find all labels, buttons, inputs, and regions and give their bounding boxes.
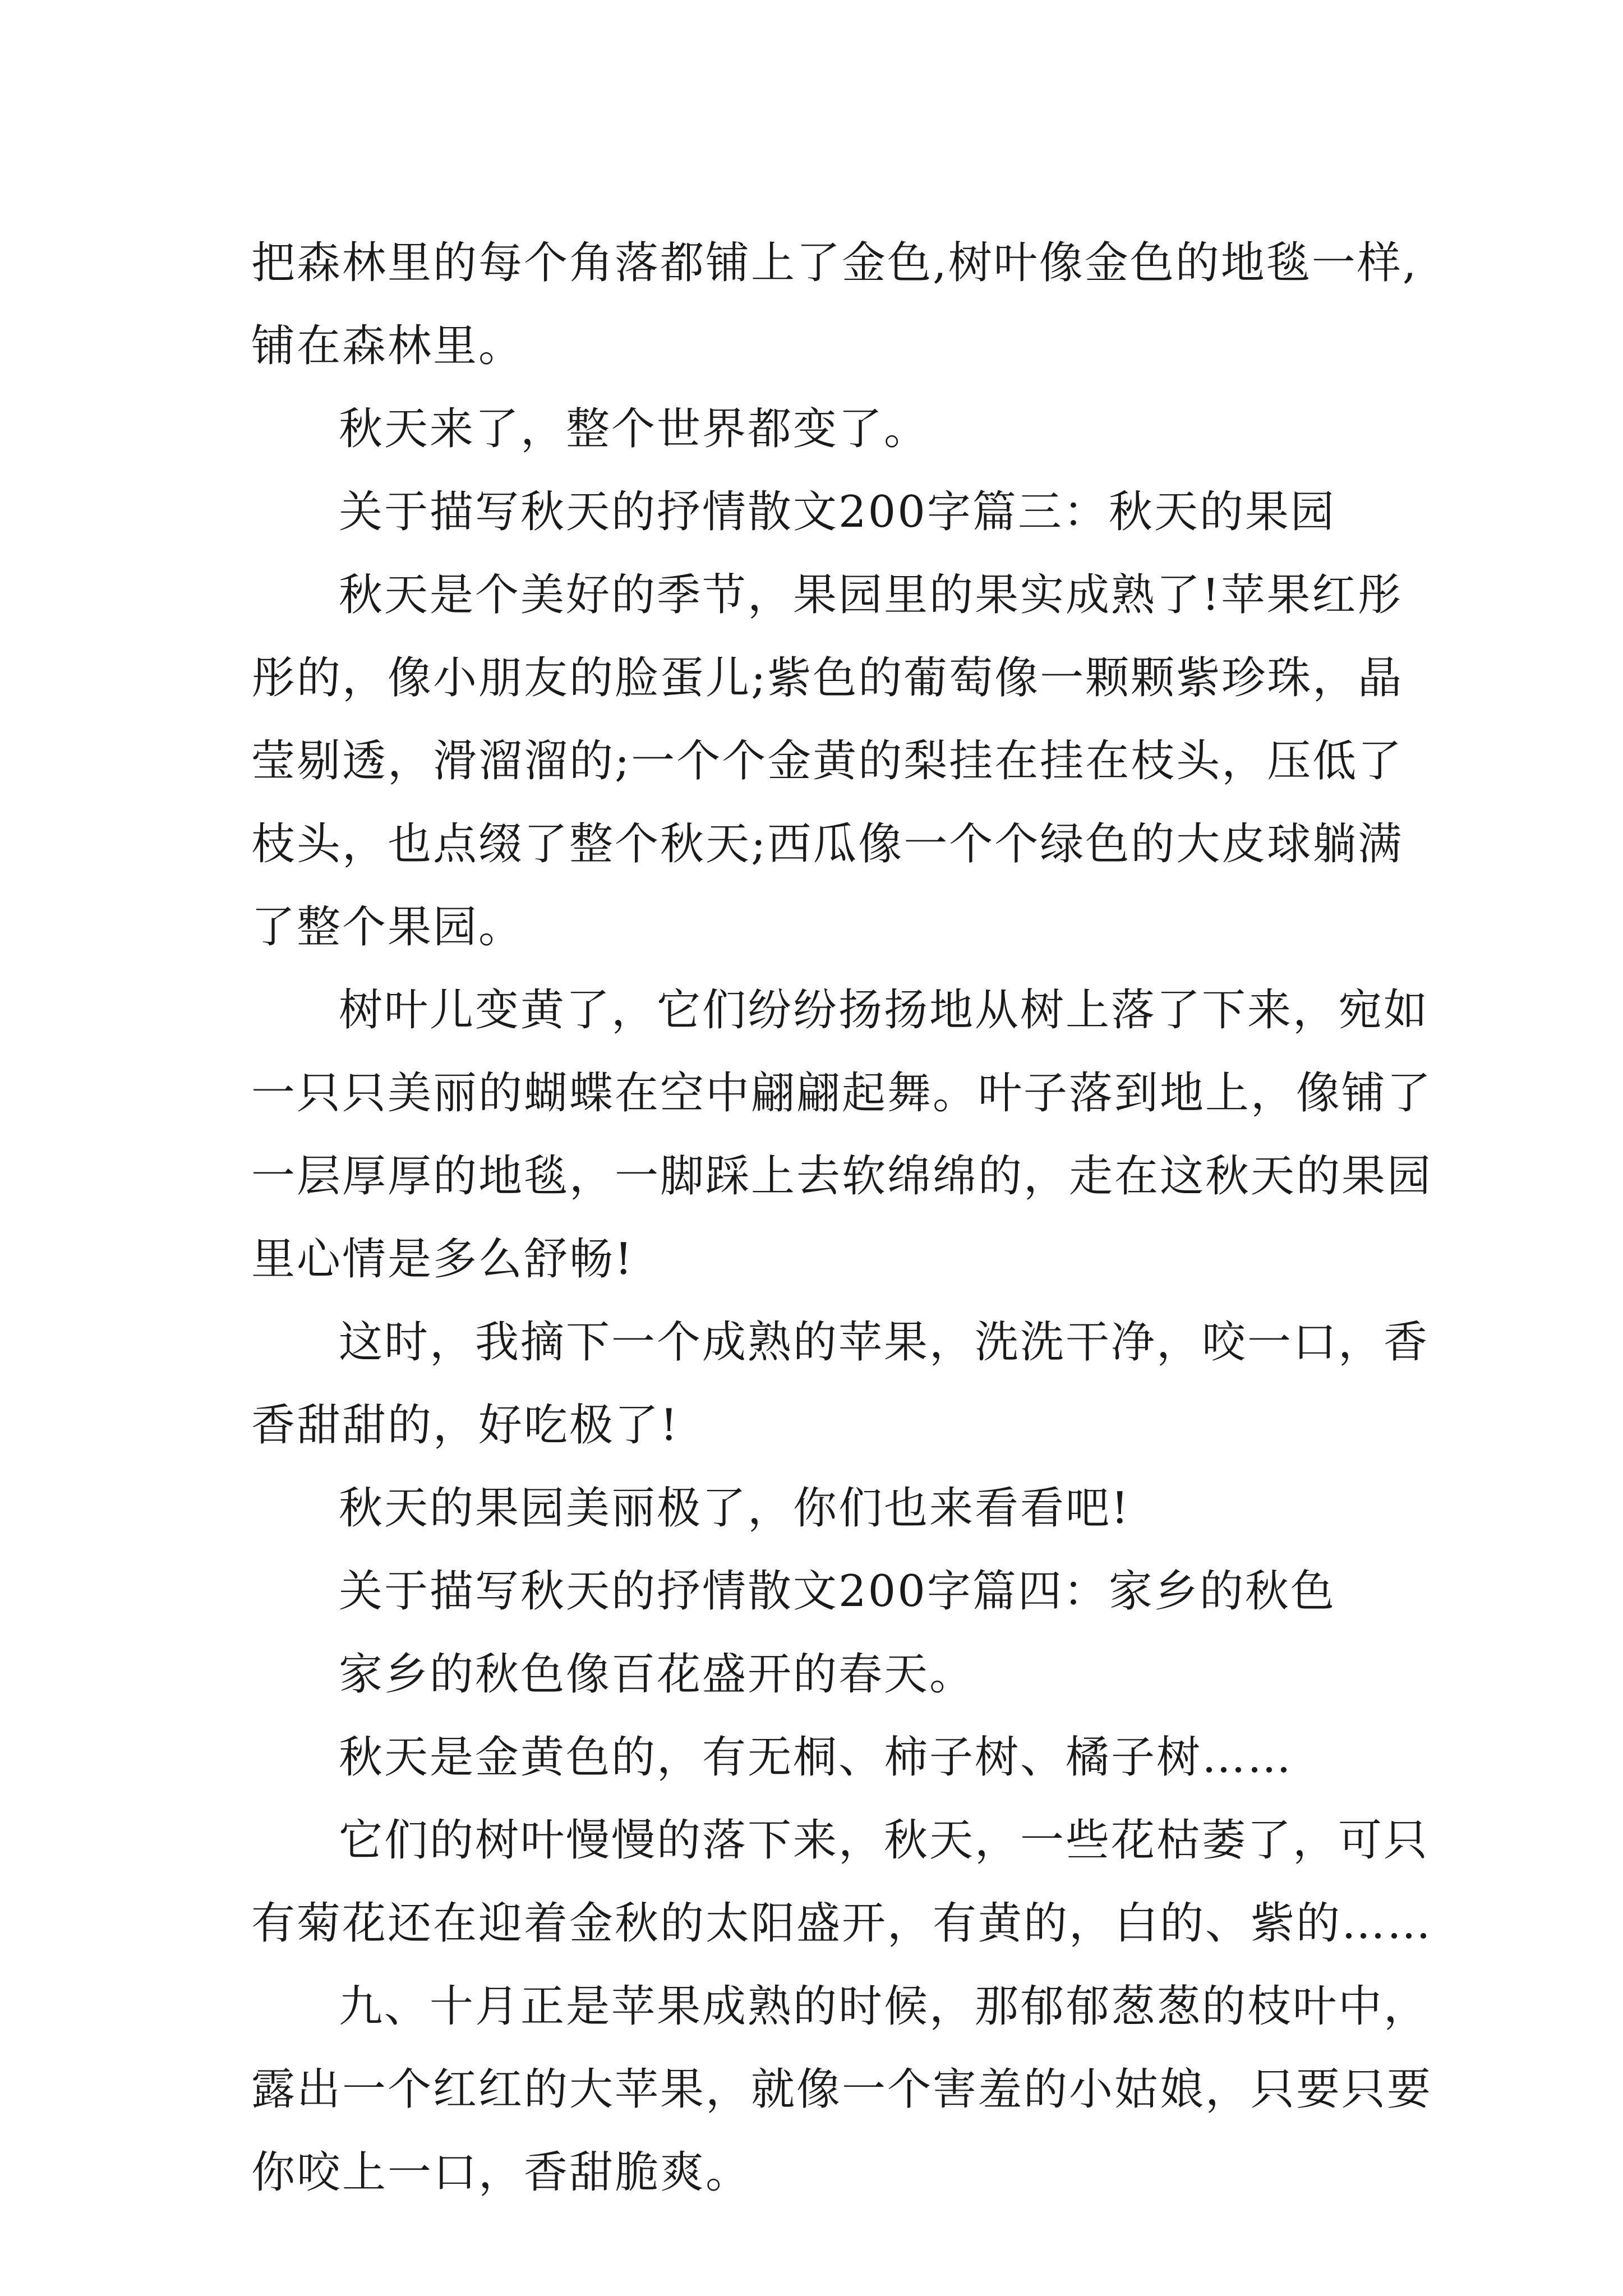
text-line: 露出一个红红的大苹果，就像一个害羞的小姑娘，只要只要 bbox=[251, 2064, 1433, 2115]
text-line: 它们的树叶慢慢的落下来，秋天，一些花枯萎了，可只 bbox=[339, 1815, 1430, 1866]
text-line: 你咬上一口，香甜脆爽。 bbox=[251, 2147, 751, 2198]
text-line: 枝头，也点缀了整个秋天;西瓜像一个个绿色的大皮球躺满 bbox=[251, 819, 1404, 869]
text-line: 秋天是个美好的季节，果园里的果实成熟了!苹果红彤 bbox=[339, 570, 1403, 620]
text-line: 家乡的秋色像百花盛开的春天。 bbox=[339, 1649, 975, 1700]
text-line: 彤的，像小朋友的脸蛋儿;紫色的葡萄像一颗颗紫珍珠，晶 bbox=[251, 653, 1404, 703]
text-line: 一层厚厚的地毯，一脚踩上去软绵绵的，走在这秋天的果园 bbox=[251, 1151, 1433, 1202]
text-line: 秋天来了，整个世界都变了。 bbox=[339, 404, 930, 454]
text-line: 把森林里的每个角落都铺上了金色,树叶像金色的地毯一样, bbox=[251, 238, 1418, 288]
text-line: 秋天的果园美丽极了，你们也来看看吧! bbox=[339, 1483, 1131, 1534]
text-line: 有菊花还在迎着金秋的太阳盛开，有黄的，白的、紫的…… bbox=[251, 1898, 1433, 1949]
text-line: 里心情是多么舒畅! bbox=[251, 1234, 634, 1285]
text-line: 铺在森林里。 bbox=[251, 321, 524, 371]
text-line: 关于描写秋天的抒情散文200字篇四：家乡的秋色 bbox=[339, 1566, 1336, 1617]
text-line: 九、十月正是苹果成熟的时候，那郁郁葱葱的枝叶中， bbox=[339, 1981, 1430, 2032]
text-line: 树叶儿变黄了，它们纷纷扬扬地从树上落了下来，宛如 bbox=[339, 985, 1430, 1036]
text-line: 莹剔透，滑溜溜的;一个个金黄的梨挂在挂在枝头，压低了 bbox=[251, 736, 1404, 786]
text-line: 关于描写秋天的抒情散文200字篇三：秋天的果园 bbox=[339, 487, 1336, 537]
text-line: 了整个果园。 bbox=[251, 902, 524, 953]
text-line: 一只只美丽的蝴蝶在空中翩翩起舞。叶子落到地上，像铺了 bbox=[251, 1068, 1433, 1119]
body-text bbox=[251, 222, 1451, 2214]
text-line: 秋天是金黄色的，有无桐、柿子树、橘子树…… bbox=[339, 1732, 1293, 1783]
text-line: 这时，我摘下一个成熟的苹果，洗洗干净，咬一口，香 bbox=[339, 1317, 1430, 1368]
text-line: 香甜甜的，好吃极了! bbox=[251, 1400, 680, 1451]
